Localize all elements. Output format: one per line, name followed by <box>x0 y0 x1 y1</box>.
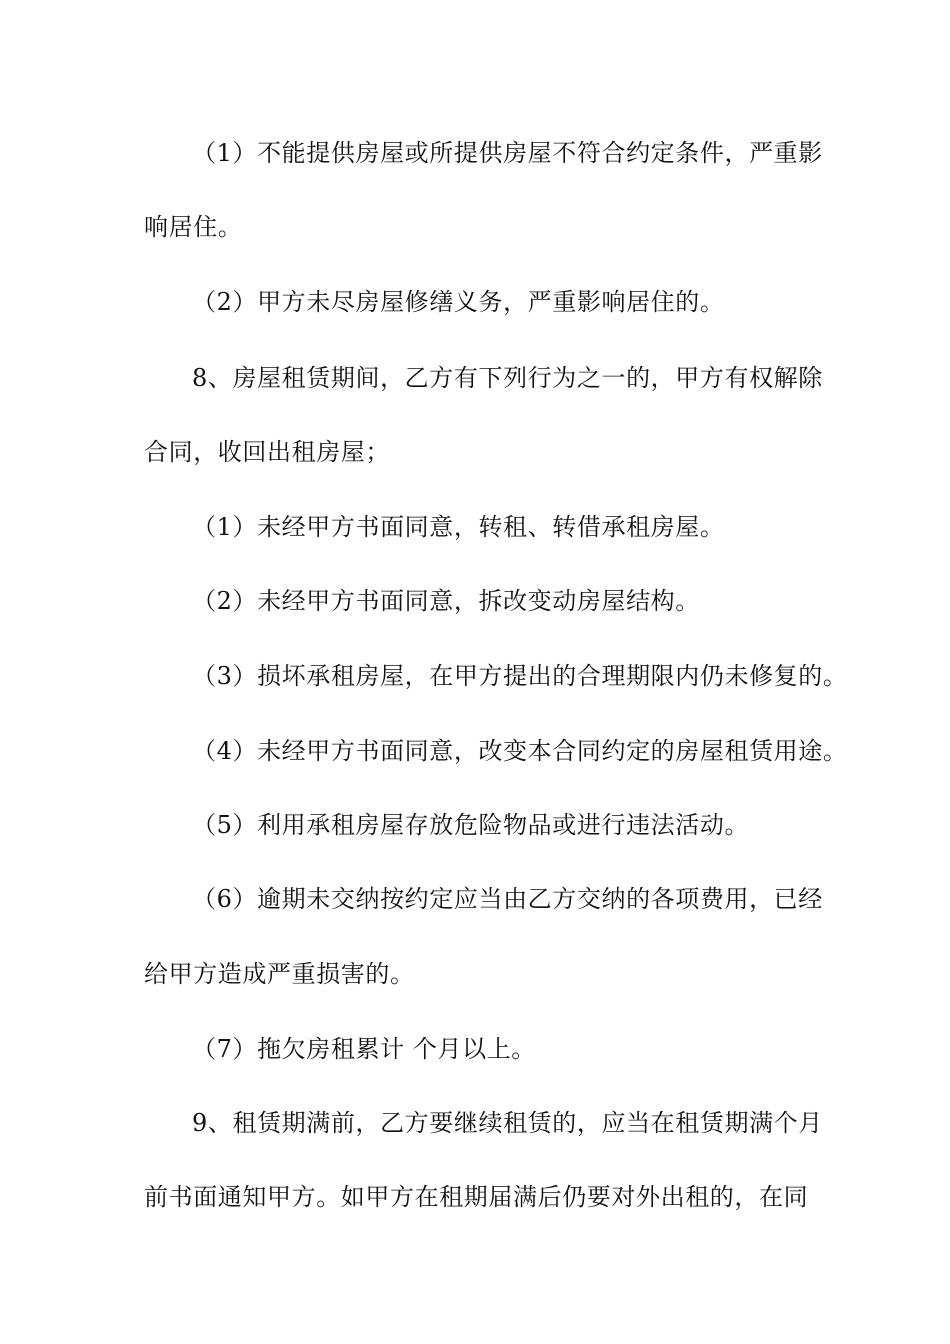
text-line: 合同，收回出租房屋； <box>144 438 390 466</box>
text-line: （6）逾期未交纳按约定应当由乙方交纳的各项费用，已经 <box>192 885 823 913</box>
text-line: （4）未经甲方书面同意，改变本合同约定的房屋租赁用途。 <box>192 737 848 765</box>
text-line: 响居住。 <box>144 213 243 241</box>
text-line: 前书面通知甲方。如甲方在租期届满后仍要对外出租的，在同 <box>144 1183 809 1211</box>
text-line: 8、房屋租赁期间，乙方有下列行为之一的，甲方有权解除 <box>192 364 823 392</box>
text-line: 给甲方造成严重损害的。 <box>144 960 415 988</box>
text-line: （2）甲方未尽房屋修缮义务，严重影响居住的。 <box>192 288 725 316</box>
text-line: （7）拖欠房租累计 个月以上。 <box>192 1035 536 1063</box>
text-line: （2）未经甲方书面同意，拆改变动房屋结构。 <box>192 587 700 615</box>
text-line: （1）未经甲方书面同意，转租、转借承租房屋。 <box>192 513 725 541</box>
text-line: （1）不能提供房屋或所提供房屋不符合约定条件，严重影 <box>192 139 823 167</box>
text-line: 9、租赁期满前，乙方要继续租赁的，应当在租赁期满个月 <box>192 1109 823 1137</box>
text-line: （5）利用承租房屋存放危险物品或进行违法活动。 <box>192 811 750 839</box>
text-line: （3）损坏承租房屋，在甲方提出的合理期限内仍未修复的。 <box>192 662 848 690</box>
